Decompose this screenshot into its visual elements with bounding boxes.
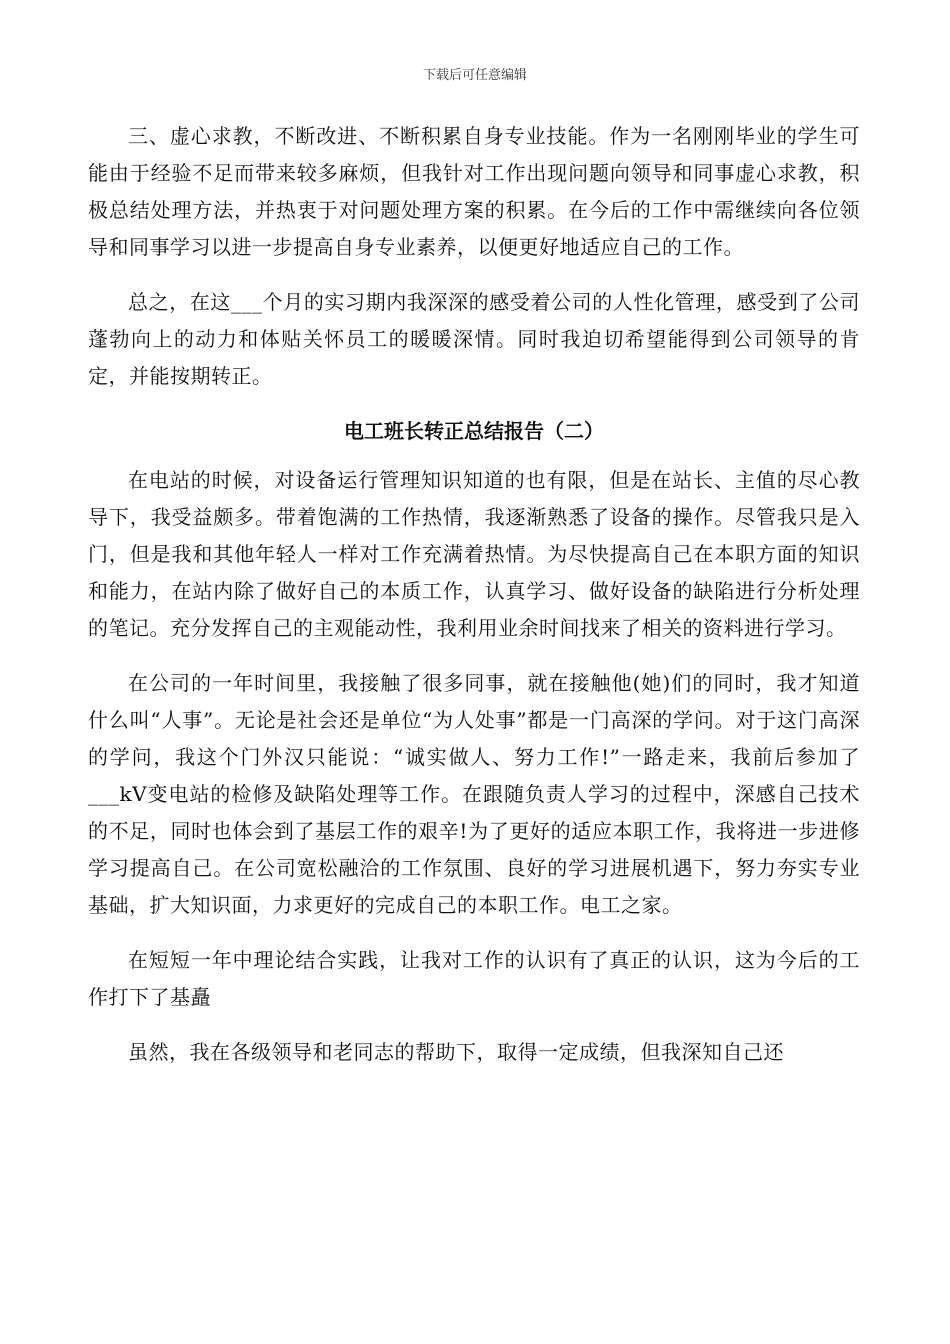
paragraph-4: 在公司的一年时间里，我接触了很多同事，就在接触他(她)们的同时，我才知道什么叫“人事”。无论是社会还是单位“为人处事”都是一门高深的学问。对于这门高深的学问，我这个门外汉只能说：“诚实做人、努力工作!”一路走来，我前后参加了___kV变电站的检修及缺陷处理等工作。在跟随负责人学习的过程中，深感自己技术的不足，同时也体会到了基层工作的艰辛!为了更好的适应本职工作，我将进一步进修学习提高自己。在公司宽松融洽的工作氛围、良好的学习进展机遇下，努力夯实专业基础，扩大知识面，力求更好的完成自己的本职工作。电工之家。 <box>88 671 860 917</box>
paragraph-1: 三、虚心求教，不断改进、不断积累自身专业技能。作为一名刚刚毕业的学生可能由于经验不足而带来较多麻烦，但我针对工作出现问题向领导和同事虚心求教，积极总结处理方法，并热衷于对问题处理方案的积累。在今后的工作中需继续向各位领导和同事学习以进一步提高自身专业素养，以便更好地适应自己的工作。 <box>88 124 860 259</box>
paragraph-6: 虽然，我在各级领导和老同志的帮助下，取得一定成绩，但我深知自己还 <box>128 1040 784 1064</box>
paragraph-2: 总之，在这___个月的实习期内我深深的感受着公司的人性化管理，感受到了公司蓬勃向上的动力和体贴关怀员工的暖暖深情。同时我迫切希望能得到公司领导的肯定，并能按期转正。 <box>88 290 860 388</box>
page-header: 下载后可任意编辑 <box>422 68 527 83</box>
section-title: 电工班长转正总结报告（二） <box>344 419 604 443</box>
document-body <box>88 118 860 1089</box>
paragraph-3: 在电站的时候，对设备运行管理知识知道的也有限，但是在站长、主值的尽心教导下，我受益颇多。带着饱满的工作热情，我逐渐熟悉了设备的操作。尽管我只是入门，但是我和其他年轻人一样对工作充满着热情。为尽快提高自己在本职方面的知识和能力，在站内除了做好自己的本质工作，认真学习、做好设备的缺陷进行分析处理的笔记。充分发挥自己的主观能动性，我利用业余时间找来了相关的资料进行学习。 <box>88 468 860 640</box>
paragraph-5: 在短短一年中理论结合实践，让我对工作的认识有了真正的认识，这为今后的工作打下了基矗 <box>88 948 860 1009</box>
